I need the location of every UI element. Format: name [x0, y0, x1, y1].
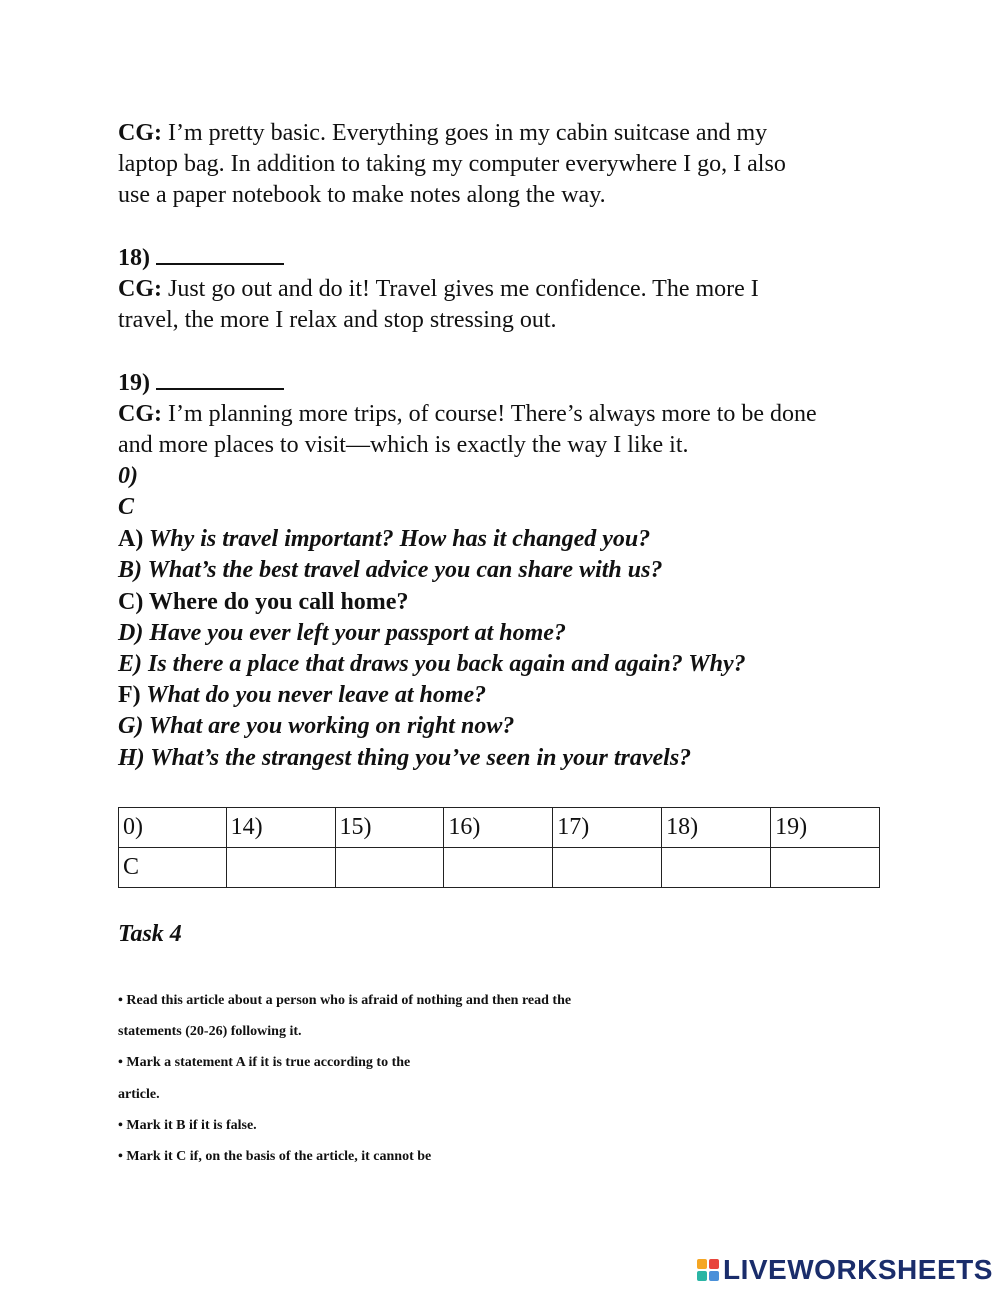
option-letter: E) [118, 651, 142, 677]
option-letter: C) [118, 589, 144, 615]
instruction-line: • Mark it B if it is false. [118, 1118, 257, 1133]
option-text: Why is travel important? How has it changed you? [143, 526, 651, 552]
instruction-line: statements (20-26) following it. [118, 1024, 302, 1039]
speaker-label: CG: [118, 276, 162, 302]
answer-18-line-1 [118, 274, 759, 305]
option-d [118, 618, 566, 649]
brand-name: LIVEWORKSHEETS [723, 1254, 993, 1285]
table-header-cell: 18) [662, 808, 771, 848]
answer-text: Just go out and do it! Travel gives me confidence. The more I [162, 276, 759, 302]
answer-19-line-1 [118, 399, 817, 430]
option-text: Where do you call home? [143, 589, 409, 615]
option-text: What do you never leave at home? [140, 682, 487, 708]
option-h [118, 743, 691, 774]
answer-cell-18[interactable] [662, 848, 771, 888]
answer-blank-18[interactable] [156, 243, 284, 265]
table-answer-row [119, 848, 880, 888]
option-text: What’s the strangest thing you’ve seen in your travels? [144, 745, 692, 771]
option-text: What are you working on right now? [143, 713, 515, 739]
option-letter: H) [118, 745, 145, 771]
table-header-cell: 16) [444, 808, 553, 848]
table-header-row [119, 808, 880, 848]
table-header-cell: 0) [119, 808, 227, 848]
question-number: 18) [118, 245, 150, 271]
answer-17-line-3: use a paper notebook to make notes along the way. [118, 182, 606, 208]
instruction-line: • Mark it C if, on the basis of the article, it cannot be [118, 1149, 432, 1164]
answer-table [118, 807, 880, 888]
table-header-cell: 15) [335, 808, 444, 848]
answer-text: I’m pretty basic. Everything goes in my cabin suitcase and my [162, 120, 768, 146]
option-e [118, 649, 746, 680]
option-letter: D) [118, 620, 144, 646]
option-letter: A) [118, 526, 144, 552]
option-g [118, 711, 514, 742]
table-header-cell: 19) [771, 808, 880, 848]
example-answer: C [118, 494, 135, 520]
option-text: Have you ever left your passport at home? [143, 620, 566, 646]
table-header-cell: 17) [553, 808, 662, 848]
answer-cell-15[interactable] [335, 848, 444, 888]
answer-text: I’m planning more trips, of course! There’s always more to be done [162, 401, 817, 427]
option-letter: F) [118, 682, 141, 708]
table-header-cell: 14) [226, 808, 335, 848]
speaker-label: CG: [118, 120, 162, 146]
answer-17-line-1 [118, 118, 767, 149]
answer-cell-0: C [119, 848, 227, 888]
option-b [118, 555, 662, 586]
question-18 [118, 243, 284, 274]
answer-19-line-2: and more places to visit—which is exactly the way I like it. [118, 432, 689, 458]
answer-blank-19[interactable] [156, 368, 284, 390]
option-a [118, 524, 650, 555]
answer-cell-19[interactable] [771, 848, 880, 888]
instruction-line: • Read this article about a person who is afraid of nothing and then read the [118, 993, 572, 1008]
question-number: 19) [118, 370, 150, 396]
logo-blocks-icon [697, 1259, 719, 1281]
instruction-line: article. [118, 1087, 160, 1102]
answer-cell-17[interactable] [553, 848, 662, 888]
instruction-line: • Mark a statement A if it is true according to the [118, 1055, 411, 1070]
option-c [118, 587, 408, 618]
task-title: Task 4 [118, 921, 182, 947]
option-text: What’s the best travel advice you can share with us? [142, 557, 663, 583]
example-number: 0) [118, 463, 138, 489]
answer-18-line-2: travel, the more I relax and stop stressing out. [118, 307, 557, 333]
question-19 [118, 368, 284, 399]
liveworksheets-logo [697, 1253, 993, 1287]
option-text: Is there a place that draws you back again and again? Why? [142, 651, 746, 677]
answer-17-line-2: laptop bag. In addition to taking my computer everywhere I go, I also [118, 151, 786, 177]
option-letter: G) [118, 713, 144, 739]
answer-cell-14[interactable] [226, 848, 335, 888]
answer-cell-16[interactable] [444, 848, 553, 888]
option-letter: B) [118, 557, 142, 583]
option-f [118, 680, 486, 711]
speaker-label: CG: [118, 401, 162, 427]
